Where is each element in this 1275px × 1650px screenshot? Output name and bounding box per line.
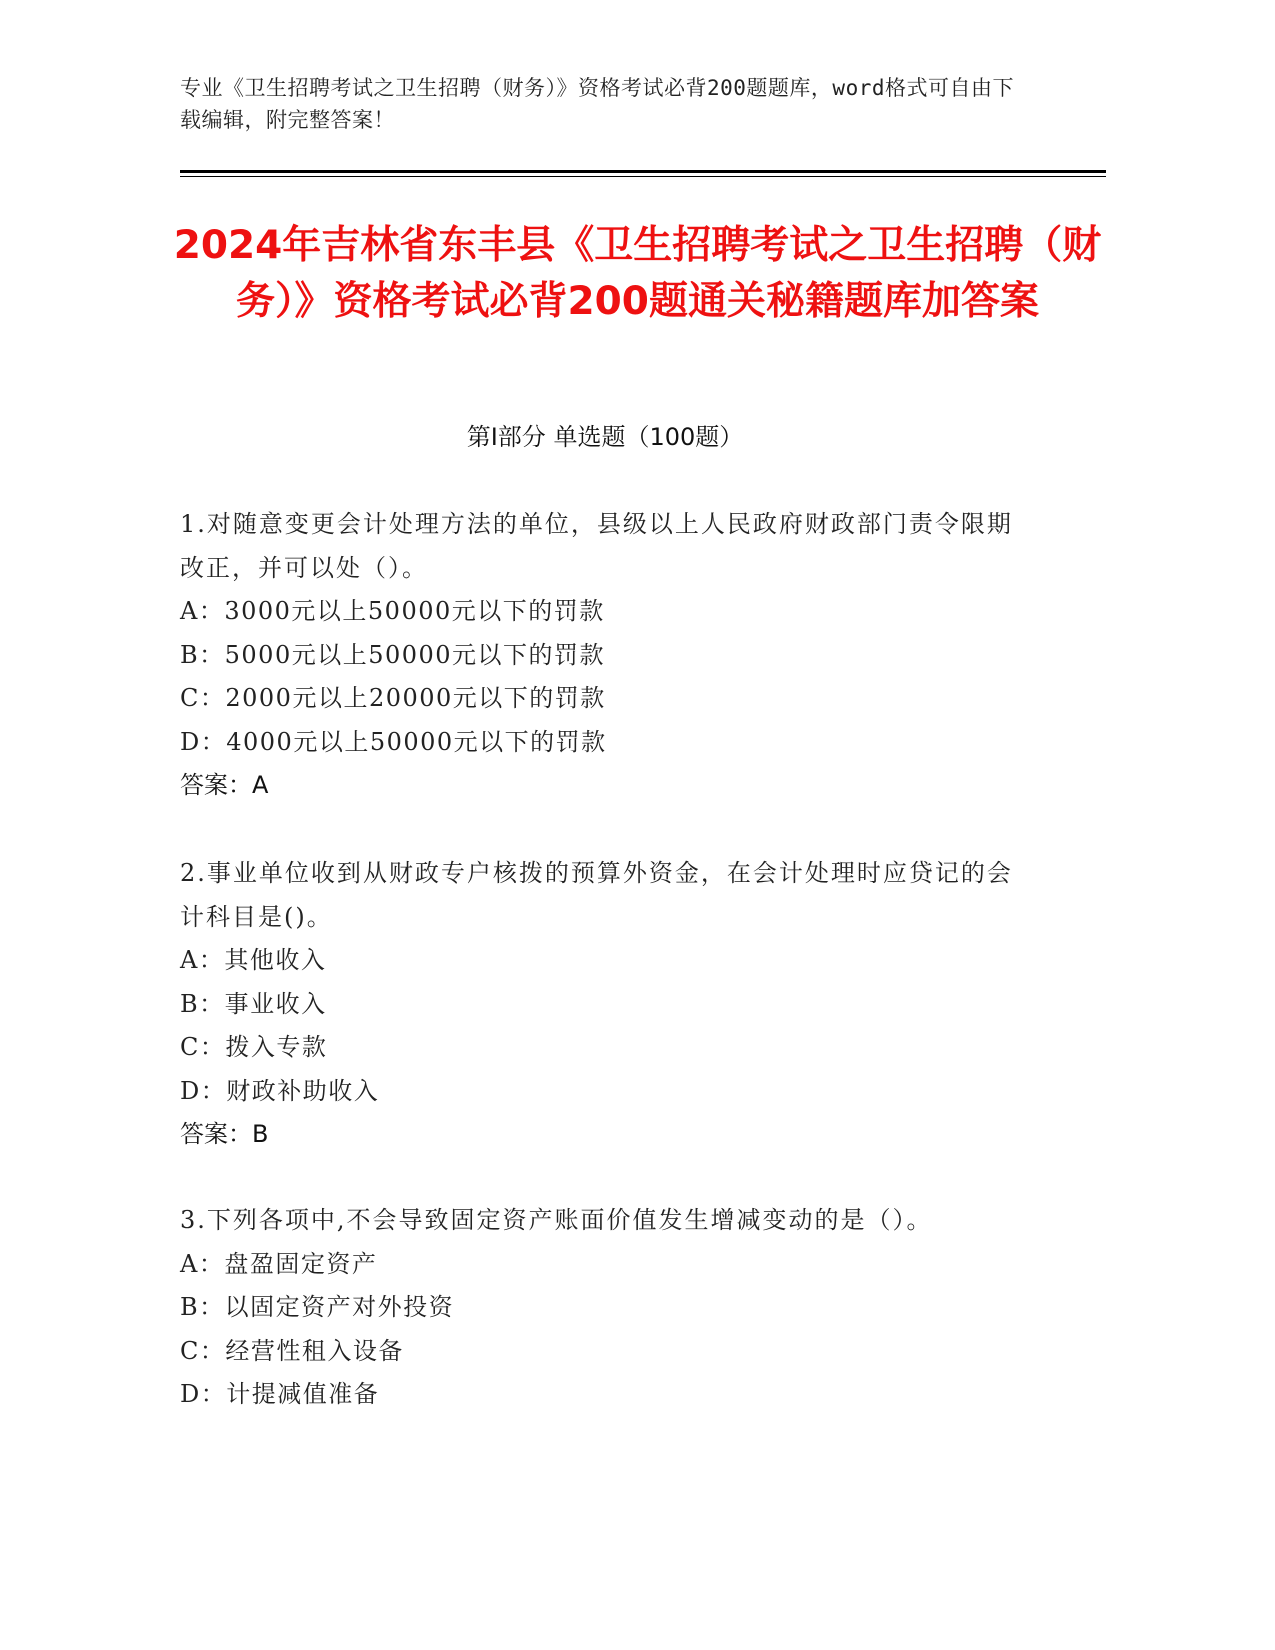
- question-2: [180, 852, 1030, 1157]
- header-rule-thick: [180, 170, 1106, 173]
- option-b: B：以固定资产对外投资: [180, 1293, 455, 1321]
- question-stem: 2.事业单位收到从财政专户核拨的预算外资金，在会计处理时应贷记的会计科目是()。: [180, 859, 1013, 931]
- answer: 答案：B: [180, 1120, 269, 1148]
- question-3: [180, 1199, 1030, 1417]
- answer: 答案：A: [180, 771, 269, 799]
- option-a: A：其他收入: [180, 946, 327, 974]
- option-b: B：事业收入: [180, 989, 327, 1018]
- question-1: [180, 503, 1030, 808]
- header-note: 专业《卫生招聘考试之卫生招聘（财务）》资格考试必背200题题库，word格式可自由下载编辑，附完整答案！: [180, 76, 1014, 132]
- header-rule-thin: [180, 176, 1106, 177]
- option-c: C：拨入专款: [180, 1033, 328, 1061]
- option-a: A：3000元以上50000元以下的罚款: [180, 597, 605, 625]
- question-stem: 1.对随意变更会计处理方法的单位，县级以上人民政府财政部门责令限期改正，并可以处（）。: [180, 510, 1013, 582]
- option-d: D：财政补助收入: [180, 1076, 380, 1105]
- option-b: B：5000元以上50000元以下的罚款: [180, 640, 606, 669]
- section-title: 第Ⅰ部分 单选题（100题）: [466, 423, 744, 451]
- question-stem: 3.下列各项中,不会导致固定资产账面价值发生增减变动的是（）。: [180, 1206, 933, 1234]
- option-c: C：经营性租入设备: [180, 1336, 404, 1365]
- option-d: D：4000元以上50000元以下的罚款: [180, 727, 607, 756]
- option-a: A：盘盈固定资产: [180, 1249, 378, 1278]
- document-title: 2024年吉林省东丰县《卫生招聘考试之卫生招聘（财务）》资格考试必背200题通关秘籍题库加答案: [173, 223, 1102, 324]
- option-d: D：计提减值准备: [180, 1380, 380, 1408]
- option-c: C：2000元以上20000元以下的罚款: [180, 684, 606, 712]
